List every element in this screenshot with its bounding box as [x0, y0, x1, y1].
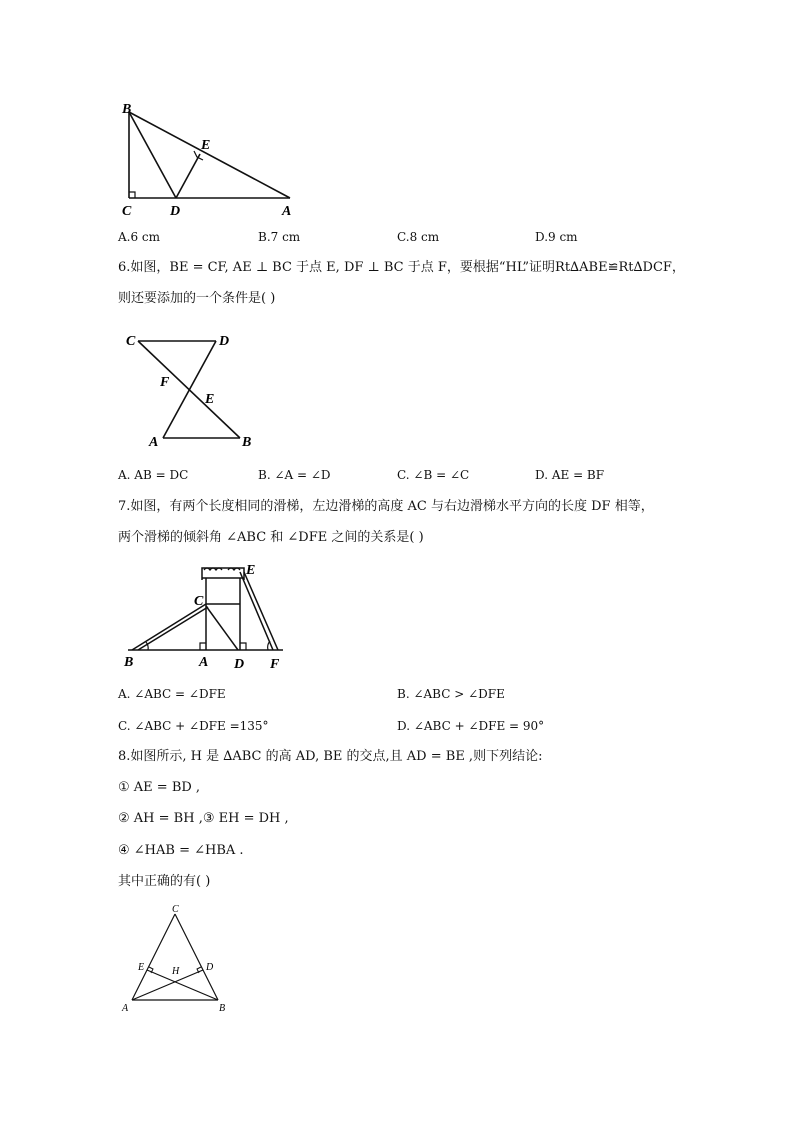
label-E: E: [201, 138, 211, 153]
label-F: F: [270, 657, 280, 672]
q8-question: 其中正确的有( ): [118, 874, 211, 889]
label-D: D: [206, 962, 214, 973]
q5-option-b: B.7 cm: [258, 230, 301, 244]
q7-option-c: C. ∠ABC + ∠DFE =135°: [118, 719, 269, 733]
q7-option-b: B. ∠ABC > ∠DFE: [397, 687, 505, 701]
q8-stem-line1: 8.如图所示, H 是 ∆ABC 的高 AD, BE 的交点,且 AD = BE ,则下列结论:: [118, 749, 543, 764]
figure-q5-triangle: [115, 98, 305, 220]
q7-option-a: A. ∠ABC = ∠DFE: [118, 687, 226, 701]
label-H: H: [172, 966, 180, 977]
q6-option-a: A. AB = DC: [118, 468, 189, 482]
q8-conclusion-1: ① AE = BD ,: [118, 780, 201, 795]
label-B: B: [219, 1003, 226, 1014]
q5-option-d: D.9 cm: [535, 230, 578, 244]
q6-option-b: B. ∠A = ∠D: [258, 468, 331, 482]
label-A: A: [199, 655, 209, 670]
q6-stem-line1: 6.如图，BE = CF, AE ⊥ BC 于点 E, DF ⊥ BC 于点 F，要根据“HL”证明Rt∆ABE≌Rt∆DCF，: [118, 260, 685, 275]
label-C: C: [122, 204, 132, 219]
label-B: B: [122, 102, 132, 117]
q8-conclusion-2-3: ② AH = BH ,③ EH = DH ,: [118, 811, 289, 826]
q6-option-c: C. ∠B = ∠C: [397, 468, 470, 482]
figure-q6-bowtie: [118, 326, 268, 452]
label-D: D: [234, 657, 245, 672]
label-A: A: [122, 1003, 129, 1014]
label-B: B: [124, 655, 134, 670]
q8-conclusion-4: ④ ∠HAB = ∠HBA .: [118, 843, 244, 858]
label-E: E: [205, 392, 215, 407]
q7-option-d: D. ∠ABC + ∠DFE = 90°: [397, 719, 545, 733]
label-C: C: [194, 594, 204, 609]
label-B: B: [242, 435, 252, 450]
label-F: F: [160, 375, 170, 390]
label-D: D: [170, 204, 181, 219]
label-C: C: [126, 334, 136, 349]
figure-q8-triangle: [118, 902, 238, 1018]
figure-q7-slides: [118, 558, 298, 674]
q5-option-c: C.8 cm: [397, 230, 440, 244]
label-E: E: [138, 962, 145, 973]
label-D: D: [219, 334, 230, 349]
label-E: E: [246, 563, 256, 578]
label-C: C: [172, 904, 179, 915]
q6-stem-line2: 则还要添加的一个条件是( ): [118, 291, 276, 306]
q7-stem-line2: 两个滑梯的倾斜角 ∠ABC 和 ∠DFE 之间的关系是( ): [118, 530, 424, 545]
label-A: A: [149, 435, 159, 450]
q7-stem-line1: 7.如图，有两个长度相同的滑梯，左边滑梯的高度 AC 与右边滑梯水平方向的长度 DF 相等，: [118, 499, 654, 514]
label-A: A: [282, 204, 292, 219]
q5-option-a: A.6 cm: [118, 230, 161, 244]
q6-option-d: D. AE = BF: [535, 468, 605, 482]
